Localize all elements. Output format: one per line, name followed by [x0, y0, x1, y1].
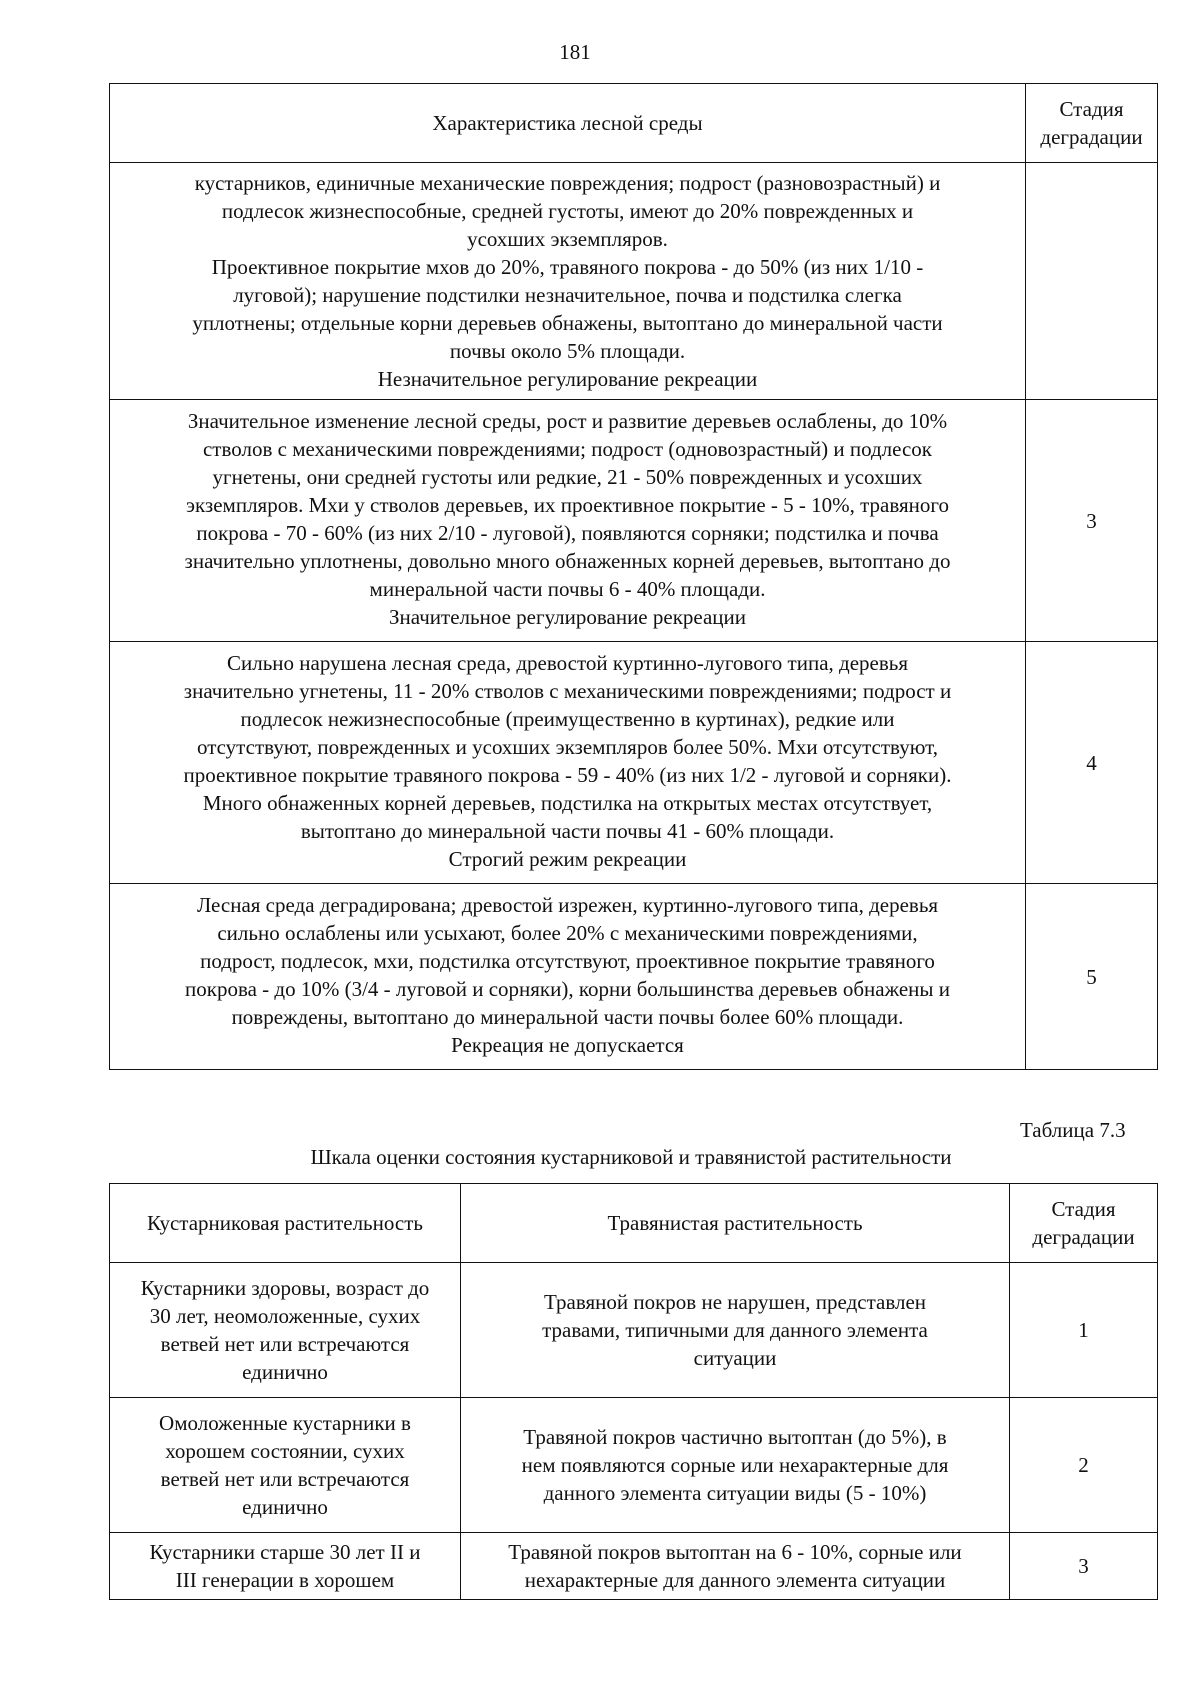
- header-stage: Стадия деградации: [1010, 1184, 1158, 1263]
- characteristic-cell: Сильно нарушена лесная среда, древостой куртинно-лугового типа, деревья значительно угнетены, 11 - 20% стволов с механическими повреждениями; подрост и подлесок нежизнеспособные (преимущественно в куртинах), редкие или отсутствуют, поврежденных и усохших экземпляров более 50%. Мхи отсутствуют, проективное покрытие травяного покрова - 59 - 40% (из них 1/2 - луговой и сорняки). Много обнаженных корней деревьев, подстилка на открытых местах отсутствует, вытоптано до минеральной части почвы 41 - 60% площади. Строгий режим рекреации: [110, 642, 1026, 884]
- stage-cell: 1: [1010, 1263, 1158, 1398]
- table-row: [110, 163, 1158, 400]
- characteristic-cell: кустарников, единичные механические повреждения; подрост (разновозрастный) и подлесок жизнеспособные, средней густоты, имеют до 20% поврежденных и усохших экземпляров. Проективное покрытие мхов до 20%, травяного покрова - до 50% (из них 1/10 - луговой); нарушение подстилки незначительное, почва и подстилка слегка уплотнены; отдельные корни деревьев обнажены, вытоптано до минеральной части почвы около 5% площади. Незначительное регулирование рекреации: [110, 163, 1026, 400]
- stage-cell: 4: [1026, 642, 1158, 884]
- table-title: Шкала оценки состояния кустарниковой и травянистой растительности: [310, 1145, 952, 1169]
- herb-cell: Травяной покров частично вытоптан (до 5%), в нем появляются сорные или нехарактерные для данного элемента ситуации виды (5 - 10%): [461, 1398, 1010, 1533]
- table-row: [110, 1533, 1158, 1600]
- table-number: Таблица 7.3: [1020, 1118, 1126, 1142]
- shrub-cell: Омоложенные кустарники в хорошем состоянии, сухих ветвей нет или встречаются единично: [110, 1398, 461, 1533]
- herb-cell: Травяной покров вытоптан на 6 - 10%, сорные или нехарактерные для данного элемента ситуации: [461, 1533, 1010, 1600]
- table-header-row: [110, 1184, 1158, 1263]
- stage-cell: 2: [1010, 1398, 1158, 1533]
- stage-cell: 5: [1026, 884, 1158, 1070]
- page-number: 181: [559, 40, 591, 64]
- forest-degradation-table: [109, 83, 1158, 1070]
- herb-cell: Травяной покров не нарушен, представлен травами, типичными для данного элемента ситуации: [461, 1263, 1010, 1398]
- header-herb: Травянистая растительность: [461, 1184, 1010, 1263]
- characteristic-cell: Лесная среда деградирована; древостой изрежен, куртинно-лугового типа, деревья сильно ослаблены или усыхают, более 20% с механическими повреждениями, подрост, подлесок, мхи, подстилка отсутствуют, проективное покрытие травяного покрова - до 10% (3/4 - луговой и сорняки), корни большинства деревьев обнажены и повреждены, вытоптано до минеральной части почвы более 60% площади. Рекреация не допускается: [110, 884, 1026, 1070]
- header-stage: Стадия деградации: [1026, 84, 1158, 163]
- table-row: [110, 400, 1158, 642]
- table-row: [110, 1263, 1158, 1398]
- shrub-herb-scale-table: [109, 1183, 1158, 1600]
- table-row: [110, 884, 1158, 1070]
- shrub-cell: Кустарники здоровы, возраст до 30 лет, неомоложенные, сухих ветвей нет или встречаются единично: [110, 1263, 461, 1398]
- table-row: [110, 642, 1158, 884]
- table-row: [110, 1398, 1158, 1533]
- characteristic-cell: Значительное изменение лесной среды, рост и развитие деревьев ослаблены, до 10% стволов с механическими повреждениями; подрост (одновозрастный) и подлесок угнетены, они средней густоты или редкие, 21 - 50% поврежденных и усохших экземпляров. Мхи у стволов деревьев, их проективное покрытие - 5 - 10%, травяного покрова - 70 - 60% (из них 2/10 - луговой), появляются сорняки; подстилка и почва значительно уплотнены, довольно много обнаженных корней деревьев, вытоптано до минеральной части почвы 6 - 40% площади. Значительное регулирование рекреации: [110, 400, 1026, 642]
- header-characteristic: Характеристика лесной среды: [110, 84, 1026, 163]
- header-shrub: Кустарниковая растительность: [110, 1184, 461, 1263]
- stage-cell: 3: [1010, 1533, 1158, 1600]
- stage-cell: 3: [1026, 400, 1158, 642]
- shrub-cell: Кустарники старше 30 лет II и III генерации в хорошем: [110, 1533, 461, 1600]
- stage-cell: [1026, 163, 1158, 400]
- table-header-row: [110, 84, 1158, 163]
